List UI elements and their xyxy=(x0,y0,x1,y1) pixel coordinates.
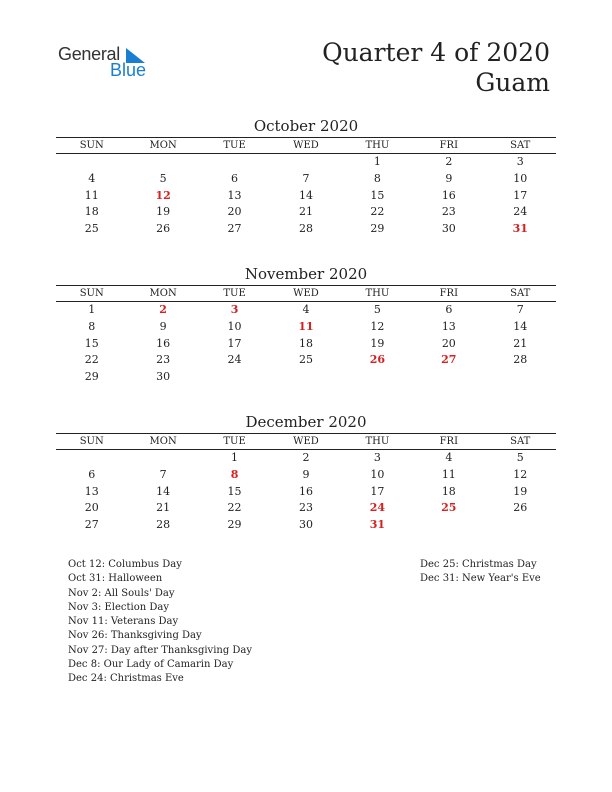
week-row xyxy=(56,171,556,188)
day-cell xyxy=(127,154,198,171)
day-cell xyxy=(199,369,270,386)
day-cell: 7 xyxy=(159,467,167,481)
month-title: December 2020 xyxy=(245,413,367,431)
day-cell: 18 xyxy=(441,484,456,498)
day-cell: 28 xyxy=(513,353,528,367)
month-grid xyxy=(56,137,556,238)
day-cell: 29 xyxy=(84,370,99,384)
holiday-day-cell: 3 xyxy=(230,303,239,316)
holiday-day-cell: 12 xyxy=(155,188,171,202)
day-cell: 10 xyxy=(513,171,528,185)
day-cell: 27 xyxy=(227,222,242,236)
calendar-month xyxy=(56,264,556,386)
weekday-label: MON xyxy=(127,434,198,450)
week-row xyxy=(56,467,556,484)
day-cell: 9 xyxy=(445,171,453,185)
day-cell: 2 xyxy=(445,155,453,168)
day-cell: 4 xyxy=(445,451,453,464)
day-cell: 20 xyxy=(84,501,99,515)
day-cell: 8 xyxy=(373,171,381,185)
day-cell xyxy=(270,369,341,386)
day-cell: 5 xyxy=(159,171,167,185)
logo-text-blue: Blue xyxy=(110,60,147,80)
day-cell: 3 xyxy=(373,451,381,464)
calendar-month xyxy=(56,412,556,534)
weekday-label: SAT xyxy=(485,434,556,450)
day-cell: 30 xyxy=(441,222,456,236)
week-row xyxy=(56,450,556,467)
day-cell: 23 xyxy=(298,501,313,515)
week-row xyxy=(56,500,556,517)
day-cell: 2 xyxy=(302,451,310,464)
day-cell: 6 xyxy=(445,303,453,316)
holiday-day-cell: 27 xyxy=(441,353,457,367)
day-cell: 22 xyxy=(84,353,99,367)
holiday-entry: Nov 2: All Souls' Day xyxy=(68,587,175,599)
holiday-day-cell: 24 xyxy=(369,501,386,515)
day-cell: 22 xyxy=(370,205,385,219)
week-row xyxy=(56,302,556,319)
month-title: October 2020 xyxy=(253,117,359,135)
calendar-month xyxy=(56,116,556,238)
day-cell: 16 xyxy=(441,188,456,202)
month-grid xyxy=(56,285,556,386)
holiday-day-cell: 2 xyxy=(159,303,167,316)
day-cell: 6 xyxy=(88,467,96,481)
day-cell: 28 xyxy=(156,518,171,532)
day-cell: 26 xyxy=(156,222,171,236)
day-cell: 10 xyxy=(370,467,385,481)
day-cell: 25 xyxy=(298,353,313,367)
day-cell: 11 xyxy=(84,188,99,202)
day-cell: 8 xyxy=(88,319,96,333)
holiday-entry: Nov 27: Day after Thanksgiving Day xyxy=(68,644,253,656)
day-cell: 26 xyxy=(513,501,528,515)
holiday-entry: Dec 25: Christmas Day xyxy=(420,559,537,570)
week-row xyxy=(56,484,556,501)
holiday-entry: Oct 31: Halloween xyxy=(68,573,163,585)
weekday-label: MON xyxy=(127,286,198,302)
day-cell: 27 xyxy=(84,518,99,532)
day-cell xyxy=(342,369,413,386)
weekday-label: WED xyxy=(270,138,341,154)
day-cell: 1 xyxy=(231,451,239,464)
weekday-label: SAT xyxy=(485,286,556,302)
day-cell: 24 xyxy=(513,205,528,219)
day-cell: 28 xyxy=(298,222,313,236)
holiday-entry: Dec 31: New Year's Eve xyxy=(420,573,541,585)
day-cell: 17 xyxy=(370,484,385,498)
weekday-header-row xyxy=(56,138,556,154)
holiday-list xyxy=(420,558,541,587)
week-row xyxy=(56,221,556,238)
weekday-label: THU xyxy=(342,138,413,154)
day-cell: 17 xyxy=(227,336,242,350)
weekday-label: TUE xyxy=(199,138,270,154)
title-quarter: Quarter 4 of 2020 xyxy=(322,38,550,67)
holiday-day-cell: 11 xyxy=(298,319,314,333)
week-row xyxy=(56,369,556,386)
week-row xyxy=(56,154,556,171)
holiday-day-cell: 31 xyxy=(369,518,386,532)
weekday-label: FRI xyxy=(413,138,484,154)
day-cell xyxy=(270,154,341,171)
weekday-label: MON xyxy=(127,138,198,154)
day-cell: 23 xyxy=(441,205,456,219)
day-cell: 12 xyxy=(370,319,385,333)
weekday-label: FRI xyxy=(413,286,484,302)
day-cell: 20 xyxy=(441,336,456,350)
week-row xyxy=(56,352,556,369)
day-cell: 6 xyxy=(231,171,239,185)
day-cell xyxy=(413,517,484,534)
day-cell: 10 xyxy=(227,319,242,333)
day-cell: 22 xyxy=(227,501,242,515)
week-row xyxy=(56,204,556,221)
day-cell: 19 xyxy=(370,336,385,350)
day-cell: 14 xyxy=(513,319,528,333)
title-region: Guam xyxy=(475,68,550,97)
day-cell: 30 xyxy=(156,370,171,384)
day-cell: 15 xyxy=(227,484,242,498)
holiday-day-cell: 8 xyxy=(230,467,239,481)
day-cell: 25 xyxy=(84,222,99,236)
day-cell: 11 xyxy=(441,467,456,481)
day-cell: 23 xyxy=(156,353,171,367)
weekday-label: TUE xyxy=(199,286,270,302)
day-cell: 1 xyxy=(373,155,381,168)
day-cell: 18 xyxy=(84,205,99,219)
weekday-label: SUN xyxy=(56,434,127,450)
page-title xyxy=(322,38,550,98)
holiday-entry: Dec 24: Christmas Eve xyxy=(68,673,184,685)
day-cell: 14 xyxy=(156,484,171,498)
day-cell: 13 xyxy=(84,484,99,498)
month-title: November 2020 xyxy=(244,265,368,283)
weekday-label: SUN xyxy=(56,286,127,302)
day-cell: 7 xyxy=(516,303,524,316)
weekday-label: TUE xyxy=(199,434,270,450)
holiday-day-cell: 31 xyxy=(512,222,528,236)
month-grid xyxy=(56,433,556,534)
day-cell xyxy=(199,154,270,171)
day-cell: 12 xyxy=(513,467,528,481)
weekday-label: SAT xyxy=(485,138,556,154)
holiday-day-cell: 25 xyxy=(441,501,457,515)
day-cell: 5 xyxy=(516,451,524,464)
day-cell: 9 xyxy=(302,467,310,481)
day-cell: 4 xyxy=(302,303,310,316)
day-cell xyxy=(56,450,127,467)
day-cell: 17 xyxy=(513,188,528,202)
holiday-list xyxy=(68,558,252,687)
holiday-entry: Nov 3: Election Day xyxy=(68,601,170,613)
day-cell: 29 xyxy=(227,518,242,532)
day-cell: 19 xyxy=(156,205,171,219)
day-cell: 16 xyxy=(298,484,313,498)
week-row xyxy=(56,336,556,353)
day-cell: 15 xyxy=(84,336,99,350)
weekday-label: SUN xyxy=(56,138,127,154)
day-cell: 14 xyxy=(298,188,313,202)
day-cell: 15 xyxy=(370,188,385,202)
weekday-label: WED xyxy=(270,286,341,302)
day-cell: 5 xyxy=(373,303,381,316)
holiday-entry: Oct 12: Columbus Day xyxy=(68,559,182,570)
week-row xyxy=(56,517,556,534)
week-row xyxy=(56,319,556,336)
day-cell: 9 xyxy=(159,319,167,333)
day-cell: 30 xyxy=(298,518,313,532)
weekday-label: THU xyxy=(342,286,413,302)
day-cell xyxy=(56,154,127,171)
day-cell: 21 xyxy=(513,336,528,350)
day-cell: 16 xyxy=(156,336,171,350)
holiday-entry: Nov 26: Thanksgiving Day xyxy=(68,630,202,642)
weekday-label: FRI xyxy=(413,434,484,450)
day-cell: 29 xyxy=(370,222,385,236)
day-cell: 13 xyxy=(441,319,456,333)
day-cell xyxy=(485,517,556,534)
weekday-label: WED xyxy=(270,434,341,450)
day-cell: 19 xyxy=(513,484,528,498)
holiday-entry: Nov 11: Veterans Day xyxy=(68,616,179,628)
holiday-day-cell: 26 xyxy=(369,353,386,367)
week-row xyxy=(56,188,556,205)
day-cell: 7 xyxy=(302,171,310,185)
day-cell: 21 xyxy=(156,501,171,515)
weekday-header-row xyxy=(56,286,556,302)
day-cell: 3 xyxy=(516,155,524,168)
day-cell xyxy=(413,369,484,386)
day-cell: 13 xyxy=(227,188,242,202)
day-cell: 20 xyxy=(227,205,242,219)
day-cell: 1 xyxy=(88,303,96,316)
weekday-header-row xyxy=(56,434,556,450)
day-cell: 24 xyxy=(227,353,242,367)
day-cell xyxy=(127,450,198,467)
day-cell: 18 xyxy=(298,336,313,350)
weekday-label: THU xyxy=(342,434,413,450)
logo-text-general: General xyxy=(58,44,120,64)
holiday-entry: Dec 8: Our Lady of Camarin Day xyxy=(68,659,234,671)
day-cell: 21 xyxy=(298,205,313,219)
day-cell: 4 xyxy=(88,171,96,185)
day-cell xyxy=(485,369,556,386)
